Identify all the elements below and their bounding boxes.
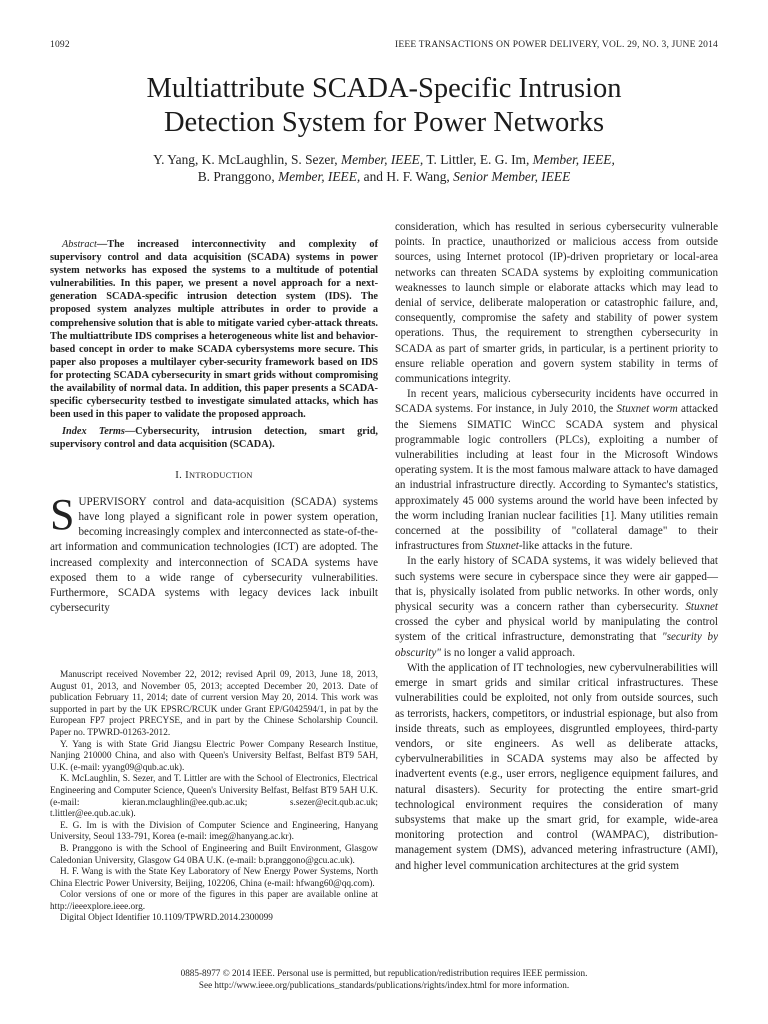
author-im: E. G. Im,: [479, 152, 530, 167]
footnote-pranggono: B. Pranggono is with the School of Engineering and Built Environment, Glasgow Caledonian University, Glasgow G4 0BA U.K. (e-mail: b.pranggono@gcu.ac.uk).: [50, 843, 378, 866]
author-sezer: S. Sezer,: [290, 152, 338, 167]
page-number: 1092: [50, 40, 70, 50]
paper-title: [40, 72, 728, 140]
p3-text-b: crossed the cyber and physical world by manipulating the control system of the critical infrastructure, demonstrating that: [395, 616, 718, 644]
footnote-doi: Digital Object Identifier 10.1109/TPWRD.2014.2300099: [60, 913, 273, 924]
section-title-smallcaps: NTRODUCTION: [189, 470, 253, 480]
p2-text-c: -like attacks in the future.: [518, 540, 633, 553]
body-paragraph-2: [395, 387, 718, 554]
p2-stuxnet: Stuxnet: [486, 540, 519, 553]
index-terms-text: —Cybersecurity, intrusion detection, smart grid, supervisory control and data acquisition (SCADA).: [50, 426, 378, 451]
right-column: [395, 220, 718, 874]
footnotes: [50, 670, 378, 925]
footnote-manuscript: Manuscript received November 22, 2012; revised April 09, 2013, June 18, 2013, August 01, 2013, and November 05, 2013; accepted December 20, 2013. Date of publication February 11, 2014; date of current version May 20, 2014. This work was supported in part by the UK EPSRC/RCUK under Grant EP/G042594/1, in pat by the European FP7 project PRECYSE, and in part by the Chinese Scholarship Council. Paper no. TPWRD-01263-2012.: [50, 670, 378, 738]
body-paragraph-1: consideration, which has resulted in serious cybersecurity vulnerable points. In practice, unauthorized or malicious access from outside sources, using Internet protocol (IP)-driven proprietary or local-area networks can threaten SCADA systems by exploiting communication weaknesses to launch simple or elaborate attacks which may lead to denial of service, deliberate maloperation or catastrophic failure, and, consequently, compromise the safety and stability of power system operations. Thus, the requirement to strengthen cybersecurity in SCADA as part of smarter grids, in particular, is a pertinent priority to ensure reliable operation and govern system stability in terms of communications integrity.: [395, 221, 718, 386]
footnote-im: E. G. Im is with the Division of Computer Science and Engineering, Hanyang University, Seoul 133-791, Korea (e-mail: imeg@hanyang.ac.kr).: [50, 820, 378, 843]
intro-lead-word: UPERVISORY: [78, 495, 147, 508]
copyright-line-2: See http://www.ieee.org/publications_standards/publications/rights/index.html for more information.: [198, 980, 570, 991]
author-wang: H. F. Wang,: [386, 168, 450, 184]
body-paragraph-3: [395, 554, 718, 660]
author-member-title: Member, IEEE,: [341, 152, 424, 167]
author-line-1: [40, 152, 728, 169]
footnote-wang: H. F. Wang is with the State Key Laboratory of New Energy Power Systems, North China Electric Power University, Beijing, 102206, China (e-mail: hfwang60@qq.com).: [50, 867, 378, 889]
section-numeral: I.: [175, 468, 186, 481]
copyright-line-1: 0885-8977 © 2014 IEEE. Personal use is permitted, but republication/redistribution requires IEEE permission.: [180, 968, 588, 978]
footnote-mclaughlin-sezer-littler: K. McLaughlin, S. Sezer, and T. Littler are with the School of Electronics, Electrical Engineering and Computer Science, Queen's University Belfast, Belfast BT9 5AH U.K. (e-mail: kieran.mclaughlin@ee.qub.ac.uk; s.sezer@ecit.qub.ac.uk; t.littler@ee.qub.ac.uk).: [50, 774, 378, 820]
footnote-color-versions: Color versions of one or more of the figures in this paper are available online at http://ieeexplore.ieee.org.: [50, 890, 378, 912]
author-line-2: [40, 169, 728, 186]
abstract: [50, 238, 378, 421]
p2-text-a: In recent years, malicious cybersecurity incidents have occurred in SCADA systems. For instance, in July 2010, the: [395, 388, 718, 416]
p3-quote: "security by obscurity": [395, 631, 718, 659]
p2-text-b: attacked the Siemens SIMATIC WinCC SCADA system and physical programmable logic controllers (PLCs), exploiting a number of vulnerabilities including at least four in the Microsoft Windows operating system. It is the most famous malware attack to have damaged an industrial infrastructure directly. According to Symantec's statistics, approximately 45 000 systems around the world have been infected by the worm including Iranian nuclear facilities [1]. Many utilities remain concerned at the possibility of "collateral damage" to their infrastructures from: [395, 403, 718, 553]
author-littler: T. Littler,: [426, 152, 477, 167]
author-member-title: Member, IEEE,: [532, 152, 615, 167]
body-paragraph-4: With the application of IT technologies, new cybervulnerabilities will emerge in smart grids and similar critical infrastructures. These vulnerabilities could be exploited, not only from outside sources, such as terrorists, hackers, competitors, or industrial espionage, but also from inside threats, such as employees, disgruntled employees, third-party vendors, or site engineers. As well as deliberate attacks, cybervulnerabilities in SCADA systems may also be affected by inadvertent events (e.g., user errors, negligence equipment failures, and natural disasters). Security for protecting the entire smart-grid technological environment requires the consideration of many subsystems that make up the smart grid, for example, wide-area monitoring protection and control (WAMPAC), distribution-management system (DMS), advanced metering infrastructure (AMI), and higher level communication architectures at the grid system: [395, 661, 718, 872]
author-and: and: [363, 168, 383, 184]
p3-stuxnet: Stuxnet: [685, 601, 718, 614]
intro-text: control and data-acquisition (SCADA) systems have long played a significant role in power system operation, becoming increasingly complex and interconnected as state-of-the-art information and communication technologies (ICT) are adopted. The increased complexity and interconnection of SCADA systems have exposed them to a wide range of cybersecurity vulnerabilities. Furthermore, SCADA systems with legacy devices lack inbuilt cybersecurity: [50, 495, 378, 615]
index-terms: [50, 425, 378, 451]
title-line-1: Multiattribute SCADA-Specific Intrusion: [146, 73, 622, 104]
left-column: [50, 238, 378, 616]
author-yang: Y. Yang,: [153, 152, 199, 167]
author-member-title: Member, IEEE,: [278, 168, 361, 184]
abstract-label: Abstract: [62, 239, 97, 250]
drop-cap: S: [50, 489, 75, 539]
footnote-yang: Y. Yang is with State Grid Jiangsu Electric Power Company Research Institue, Nanjing 210000 China, and also with Queen's University Belfast, Belfast BT9 5AH, U.K. (e-mail: yyang09@qub.ac.uk).: [50, 739, 378, 773]
author-mclaughlin: K. McLaughlin,: [201, 152, 288, 167]
author-pranggono: B. Pranggono,: [197, 168, 275, 184]
author-senior-member-title: Senior Member, IEEE: [453, 168, 571, 184]
journal-header: IEEE TRANSACTIONS ON POWER DELIVERY, VOL. 29, NO. 3, JUNE 2014: [395, 40, 718, 50]
author-list: [40, 152, 728, 185]
section-initial: I: [185, 468, 189, 481]
index-terms-label: Index Terms: [62, 426, 125, 438]
copyright-notice: [60, 967, 708, 992]
p3-text-a: In the early history of SCADA systems, it was widely believed that such systems were secure in cyberspace since they were air gapped—that is, physically isolated from public networks. In other words, only physical security was a concern rather than cybersecurity.: [395, 555, 718, 614]
section-heading-introduction: [50, 468, 378, 483]
abstract-text: —The increased interconnectivity and complexity of supervisory control and data acquisition (SCADA) systems in power system networks has exposed the systems to a multitude of potential vulnerabilities. In this paper, we present a novel approach for a next-generation SCADA-specific intrusion detection system (IDS). The proposed system analyzes multiple attributes in order to provide a comprehensive solution that is able to mitigate varied cyber-attack threats. The multiattribute IDS comprises a heterogeneous white list and behavior-based concept in order to make SCADA cybersystems more secure. This paper also proposes a multilayer cyber-security framework based on IDS for protecting SCADA cybersecurity in smart grids without compromising the availability of normal data. In addition, this paper presents a SCADA-specific cybersecurity testbed to investigate simulated attacks, which has been used in this paper to validate the proposed approach.: [50, 239, 378, 421]
title-line-2: Detection System for Power Networks: [163, 107, 605, 138]
p3-text-c: is no longer a valid approach.: [440, 646, 575, 659]
intro-paragraph: [50, 489, 378, 617]
p2-stuxnet-worm: Stuxnet worm: [616, 403, 678, 416]
